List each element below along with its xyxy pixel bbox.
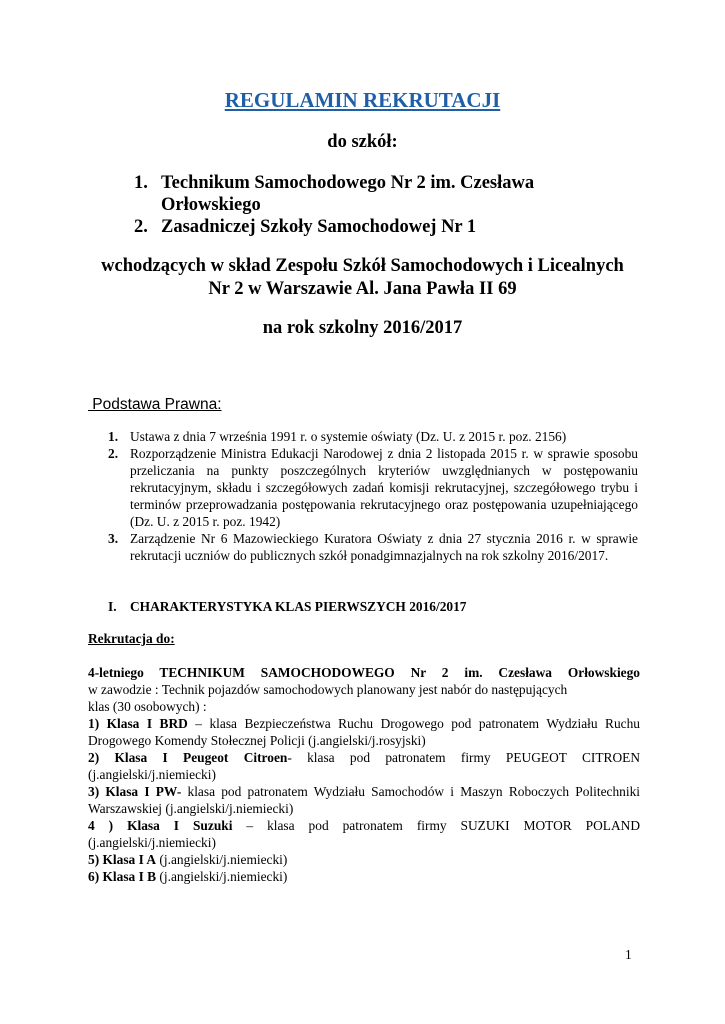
- school-item: 1. Technikum Samochodowego Nr 2 im. Czesława Orłowskiego: [134, 173, 535, 215]
- list-item: 1. Ustawa z dnia 7 września 1991 r. o systemie oświaty (Dz. U. z 2015 r. poz. 2156): [108, 429, 567, 444]
- school-list: [134, 172, 604, 238]
- technikum-heading: 4-letniego TECHNIKUM SAMOCHODOWEGO Nr 2 im. Czesława Orłowskiego: [88, 665, 640, 680]
- subtitle: do szkół:: [327, 132, 398, 152]
- class-item: 6) Klasa I B (j.angielski/j.niemiecki): [88, 869, 288, 884]
- page-number: 1: [625, 947, 632, 962]
- school-item: 2. Zasadniczej Szkoły Samochodowej Nr 1: [134, 217, 477, 237]
- class-item: 3) Klasa I PW- klasa pod patronatem Wydziału Samochodów i Maszyn Roboczych Politechniki Warszawskiej (j.angielski/j.niemiecki): [88, 784, 640, 816]
- section-heading: I. CHARAKTERYSTYKA KLAS PIERWSZYCH 2016/2017: [108, 599, 467, 614]
- list-item: 2. Rozporządzenie Ministra Edukacji Narodowej z dnia 2 listopada 2015 r. w sprawie sposobu przeliczania na punkty poszczególnych kryteriów uwzględnianych w postępowaniu rekrutacyjnym, składu i szczegółowych zadań komisji rekrutacyjnej, szczegółowego trybu i terminów przeprowadzania postępowania rekrutacyjnego oraz postępowania uzupełniającego (Dz. U. z 2015 r. poz. 1942): [108, 446, 638, 529]
- class-item: 4 ) Klasa I Suzuki – klasa pod patronatem firmy SUZUKI MOTOR POLAND (j.angielski/j.niemiecki): [88, 818, 640, 850]
- class-item: 2) Klasa I Peugeot Citroen- klasa pod patronatem firmy PEUGEOT CITROEN (j.angielski/j.niemiecki): [88, 750, 641, 782]
- technikum-block: [88, 664, 640, 885]
- school-complex-line: wchodzących w skład Zespołu Szkół Samochodowych i Licealnych: [101, 256, 624, 276]
- school-complex-address: Nr 2 w Warszawie Al. Jana Pawła II 69: [208, 279, 517, 299]
- recruitment-heading: Rekrutacja do:: [88, 631, 175, 646]
- class-item: 1) Klasa I BRD – klasa Bezpieczeństwa Ruchu Drogowego pod patronatem Wydziału Ruchu Drogowego Komendy Stołecznej Policji (j.angielski/j.rosyjski): [88, 716, 640, 748]
- document-title: REGULAMIN REKRUTACJI: [224, 88, 501, 112]
- legal-basis-list: [108, 428, 638, 564]
- legal-basis-heading: Podstawa Prawna:: [88, 396, 222, 413]
- technikum-intro: w zawodzie : Technik pojazdów samochodowych planowany jest nabór do następujących klas (30 osobowych) :: [88, 682, 568, 714]
- school-year: na rok szkolny 2016/2017: [262, 318, 463, 338]
- class-item: 5) Klasa I A (j.angielski/j.niemiecki): [88, 852, 288, 867]
- list-item: 3. Zarządzenie Nr 6 Mazowieckiego Kuratora Oświaty z dnia 27 stycznia 2016 r. w sprawie rekrutacji uczniów do publicznych szkół ponadgimnazjalnych na rok szkolny 2016/2017.: [108, 531, 638, 563]
